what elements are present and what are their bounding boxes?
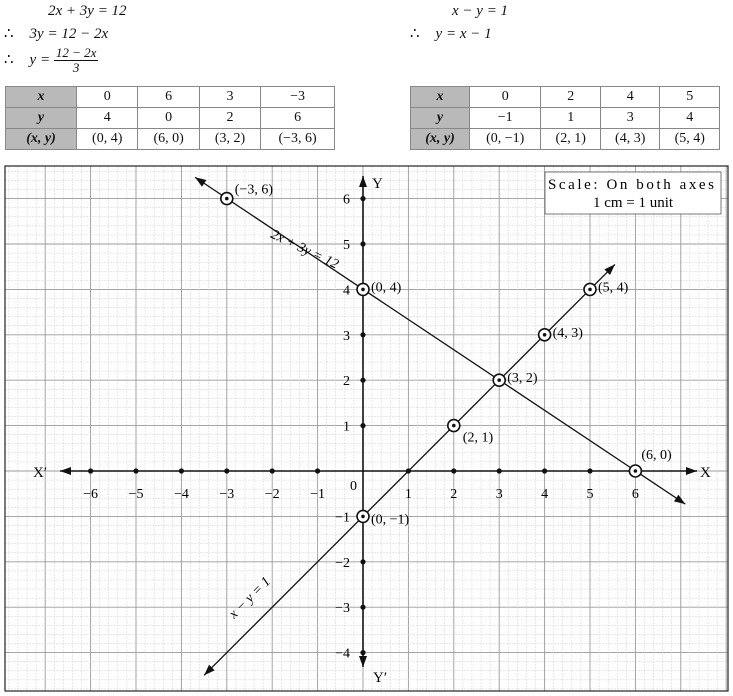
series-name-label: 2x + 3y = 12 [268,227,341,273]
x-tick-dot [270,468,275,473]
point-label: (0, 4) [371,280,402,296]
y-tick-dot [360,559,365,564]
data-point-center [497,378,501,382]
scale-note-line1: Scale: On both axes [548,177,714,193]
row-header: (x, y) [6,129,77,150]
x-tick-dot [224,468,229,473]
x-tick-label: −1 [310,487,326,502]
x-tick-label: −4 [173,487,189,502]
fraction-numerator: 12 − 2x [55,45,97,60]
x-tick-label: −6 [83,487,99,502]
data-point-center [543,333,547,337]
series-name-label: x − y = 1 [226,574,274,622]
x-tick-dot [88,468,93,473]
y-tick-label: −3 [335,601,350,617]
table-cell: 6 [138,87,199,108]
y-tick-dot [360,196,365,201]
point-label: (3, 2) [507,371,538,387]
y-tick-dot [360,332,365,337]
y-tick-label: 5 [343,238,350,253]
therefore-symbol: ∴ [410,26,420,42]
table-cell: 3 [199,87,260,108]
y-tick-label: 6 [343,192,350,208]
x-tick-label: −5 [128,487,144,502]
y-tick-dot [360,378,365,383]
data-point-center [361,515,365,519]
table-cell: 0 [138,108,199,129]
equation1-line3-lhs: y = [29,51,51,68]
table-cell: −3 [261,87,335,108]
graph-grid [5,166,728,691]
table-cell: 1 [541,108,601,129]
y-axis-label: Y′ [373,670,388,686]
data-point-center [452,424,456,428]
equation2-line2-text: y = x − 1 [435,26,492,42]
y-tick-label: −4 [335,646,350,662]
point-label: (6, 0) [641,448,672,463]
x-tick-label: 5 [586,487,594,502]
x-tick-label: −2 [264,487,280,502]
table-cell: 2 [541,87,601,108]
table-cell: 3 [600,108,660,129]
table-cell: 4 [77,108,138,129]
table-cell: 4 [600,87,660,108]
row-header: (x, y) [411,129,470,150]
table-cell: 4 [660,108,720,129]
y-tick-label: 4 [343,283,350,299]
table-cell: 5 [660,87,720,108]
y-axis-arrow [359,176,367,187]
x-axis-label: X′ [33,465,48,481]
x-tick-dot [451,468,456,473]
table-cell: (0, −1) [470,129,541,150]
x-tick-dot [497,468,502,473]
y-tick-label: −2 [335,555,350,571]
y-tick-label: 3 [343,328,350,344]
table-cell: −1 [470,108,541,129]
scale-note-line2: 1 cm = 1 unit [592,195,674,211]
x-tick-dot [133,468,138,473]
row-header: x [6,87,77,108]
plot-labels [226,183,672,623]
equation2-line1: x − y = 1 [452,3,509,19]
table-cell: (4, 3) [600,129,660,150]
therefore-symbol: ∴ [4,51,14,68]
table-cell: 0 [470,87,541,108]
data-point-center [634,469,638,473]
y-tick-dot [360,650,365,655]
table-cell: (3, 2) [199,129,260,150]
point-label: (−3, 6) [234,182,274,198]
x-tick-dot [587,468,592,473]
y-tick-label: −1 [335,510,350,526]
x-tick-label: 4 [541,487,549,502]
data-point-center [361,288,365,292]
y-tick-dot [360,423,365,428]
table-cell: 0 [77,87,138,108]
x-tick-label: −3 [219,487,235,502]
y-axis-label: Y [372,176,383,192]
table-cell: 2 [199,108,260,129]
x-tick-label: 2 [450,487,458,502]
x-tick-dot [542,468,547,473]
row-header: y [411,108,470,129]
fraction-denominator: 3 [72,60,80,75]
x-axis-arrow [686,467,697,475]
row-header: y [6,108,77,129]
x-tick-dot [315,468,320,473]
data-point-center [225,197,229,201]
table-cell: (−3, 6) [261,129,335,150]
graph-border [5,166,728,691]
x-tick-dot [179,468,184,473]
x-axis-label: X [700,465,711,481]
table-cell: 6 [261,108,335,129]
data-point-center [588,288,592,292]
point-label: (5, 4) [598,280,629,296]
table-cell: (2, 1) [541,129,601,150]
point-label: (4, 3) [552,325,583,341]
y-tick-label: 2 [343,374,350,390]
row-header: x [411,87,470,108]
scale-note-box [545,172,721,214]
y-tick-label: 1 [343,419,350,435]
equation1-line1: 2x + 3y = 12 [48,3,127,19]
table-cell: (0, 4) [77,129,138,150]
x-axis-arrow [60,467,71,475]
x-tick-label: 1 [404,487,412,502]
therefore-symbol: ∴ [4,26,14,42]
series-line [195,177,685,504]
table-cell: (6, 0) [138,129,199,150]
origin-label: 0 [350,479,357,494]
y-tick-dot [360,241,365,246]
point-label: (0, −1) [371,512,410,528]
equation1-line2-text: 3y = 12 − 2x [29,26,109,42]
y-tick-dot [360,605,365,610]
x-tick-label: 6 [631,487,639,502]
point-label: (2, 1) [462,430,494,446]
x-tick-label: 3 [495,487,503,502]
table-cell: (5, 4) [660,129,720,150]
